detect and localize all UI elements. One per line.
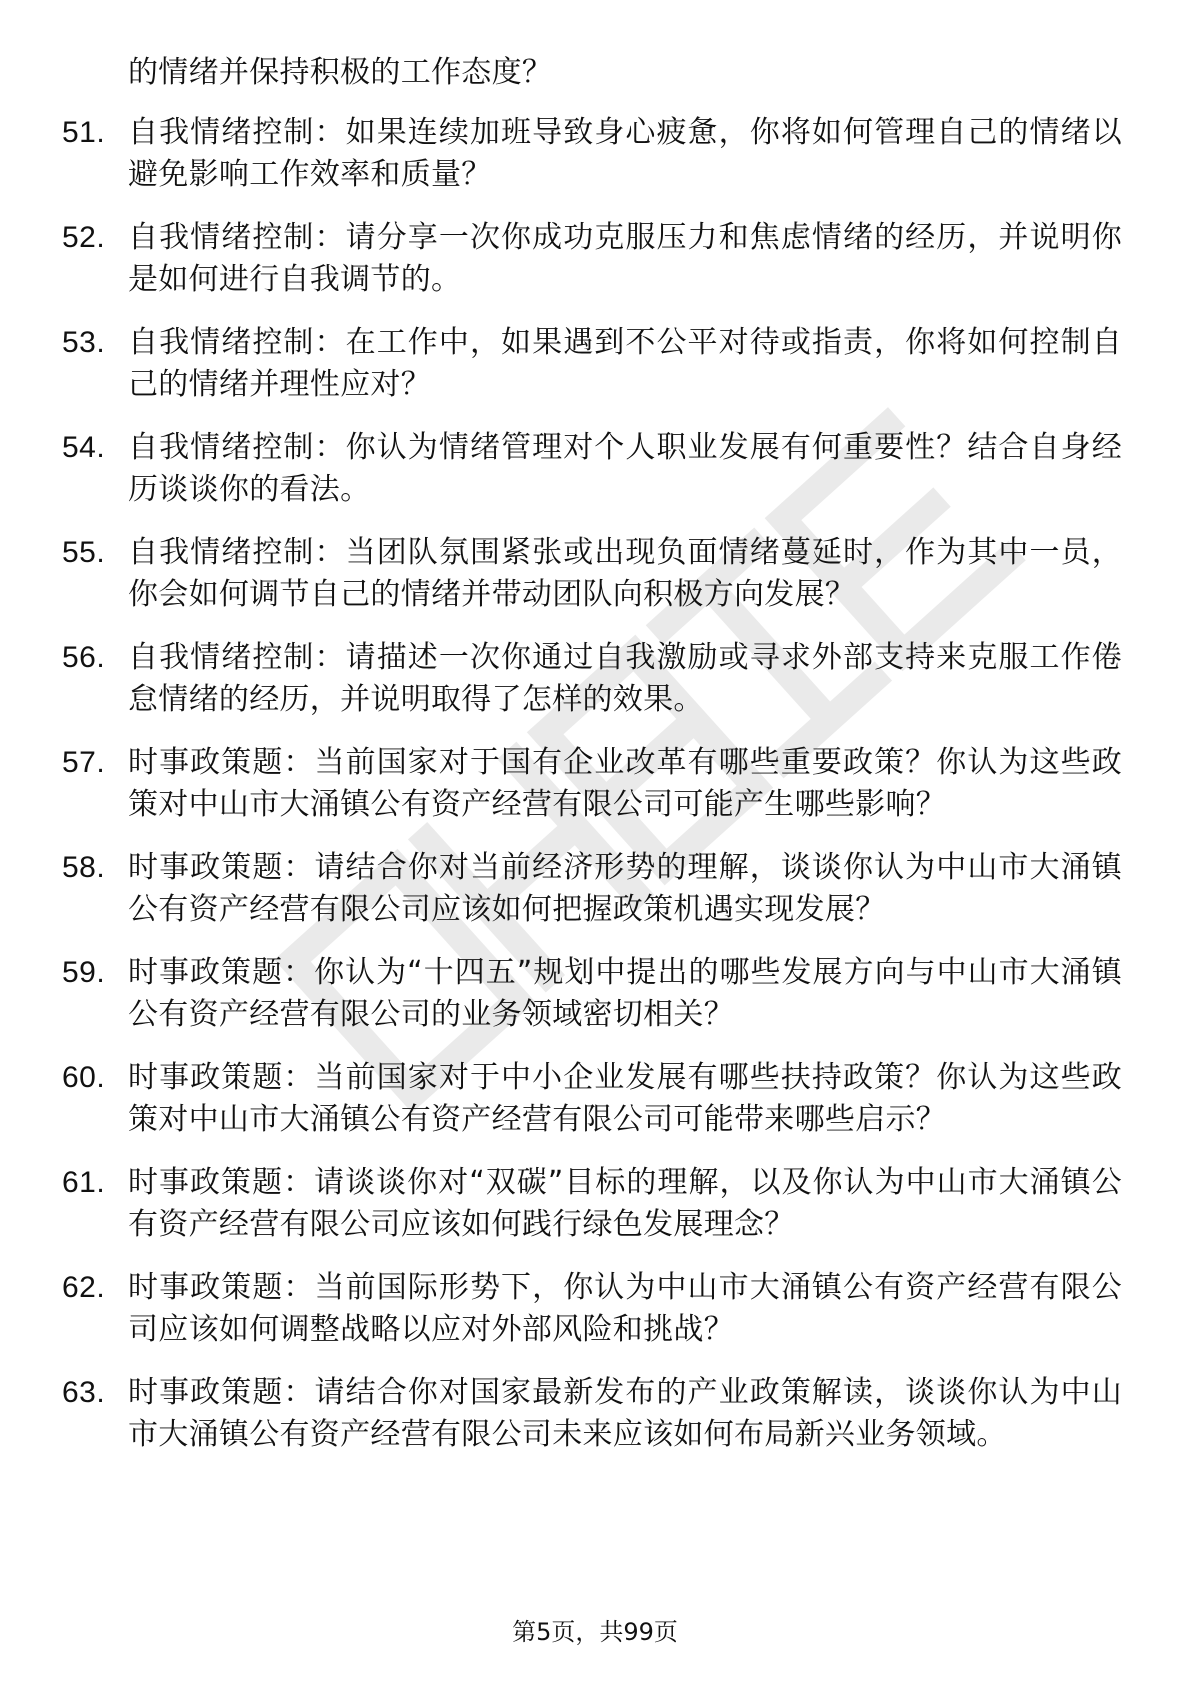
question-item-61 xyxy=(62,1162,1122,1246)
question-item-55 xyxy=(62,532,1122,616)
question-item-62 xyxy=(62,1267,1122,1351)
question-text: 时事政策题：请结合你对当前经济形势的理解，谈谈你认为中山市大涌镇公有资产经营有限公司应该如何把握政策机遇实现发展？ xyxy=(128,850,1122,927)
question-text: 时事政策题：请谈谈你对“双碳”目标的理解，以及你认为中山市大涌镇公有资产经营有限公司应该如何践行绿色发展理念？ xyxy=(128,1165,1122,1242)
question-text: 自我情绪控制：你认为情绪管理对个人职业发展有何重要性？结合自身经历谈谈你的看法。 xyxy=(128,430,1122,507)
question-text: 时事政策题：请结合你对国家最新发布的产业政策解读，谈谈你认为中山市大涌镇公有资产经营有限公司未来应该如何布局新兴业务领域。 xyxy=(128,1375,1122,1452)
question-text: 自我情绪控制：请分享一次你成功克服压力和焦虑情绪的经历，并说明你是如何进行自我调节的。 xyxy=(128,220,1122,297)
question-item-56 xyxy=(62,637,1122,721)
question-text: 自我情绪控制：在工作中，如果遇到不公平对待或指责，你将如何控制自己的情绪并理性应对？ xyxy=(128,325,1122,402)
document-content xyxy=(62,52,1122,1477)
question-item-63 xyxy=(62,1372,1122,1456)
question-number: 52. xyxy=(62,221,106,254)
question-text: 时事政策题：当前国家对于国有企业改革有哪些重要政策？你认为这些政策对中山市大涌镇公有资产经营有限公司可能产生哪些影响？ xyxy=(128,745,1122,822)
question-text: 时事政策题：当前国家对于中小企业发展有哪些扶持政策？你认为这些政策对中山市大涌镇公有资产经营有限公司可能带来哪些启示？ xyxy=(128,1060,1122,1137)
page-footer xyxy=(0,1617,1190,1647)
page-number-label: 第5页，共99页 xyxy=(512,1618,678,1646)
question-number: 53. xyxy=(62,326,106,359)
question-text: 自我情绪控制：如果连续加班导致身心疲惫，你将如何管理自己的情绪以避免影响工作效率和质量？ xyxy=(128,115,1122,192)
question-item-54 xyxy=(62,427,1122,511)
question-number: 61. xyxy=(62,1166,106,1199)
question-number: 59. xyxy=(62,956,106,989)
question-number: 58. xyxy=(62,851,106,884)
question-item-51 xyxy=(62,112,1122,196)
question-list xyxy=(62,112,1122,1456)
question-number: 62. xyxy=(62,1271,106,1304)
question-item-52 xyxy=(62,217,1122,301)
question-text: 自我情绪控制：当团队氛围紧张或出现负面情绪蔓延时，作为其中一员，你会如何调节自己的情绪并带动团队向积极方向发展？ xyxy=(128,535,1122,612)
question-number: 51. xyxy=(62,116,106,149)
question-item-58 xyxy=(62,847,1122,931)
question-text: 时事政策题：你认为“十四五”规划中提出的哪些发展方向与中山市大涌镇公有资产经营有限公司的业务领域密切相关？ xyxy=(128,955,1122,1032)
question-number: 56. xyxy=(62,641,106,674)
continued-question-text: 的情绪并保持积极的工作态度？ xyxy=(128,55,553,90)
question-item-60 xyxy=(62,1057,1122,1141)
question-item-53 xyxy=(62,322,1122,406)
question-number: 63. xyxy=(62,1376,106,1409)
question-text: 时事政策题：当前国际形势下，你认为中山市大涌镇公有资产经营有限公司应该如何调整战略以应对外部风险和挑战？ xyxy=(128,1270,1122,1347)
question-number: 55. xyxy=(62,536,106,569)
question-number: 57. xyxy=(62,746,106,779)
question-number: 60. xyxy=(62,1061,106,1094)
question-number: 54. xyxy=(62,431,106,464)
question-item-57 xyxy=(62,742,1122,826)
question-item-59 xyxy=(62,952,1122,1036)
question-text: 自我情绪控制：请描述一次你通过自我激励或寻求外部支持来克服工作倦怠情绪的经历，并说明取得了怎样的效果。 xyxy=(128,640,1122,717)
